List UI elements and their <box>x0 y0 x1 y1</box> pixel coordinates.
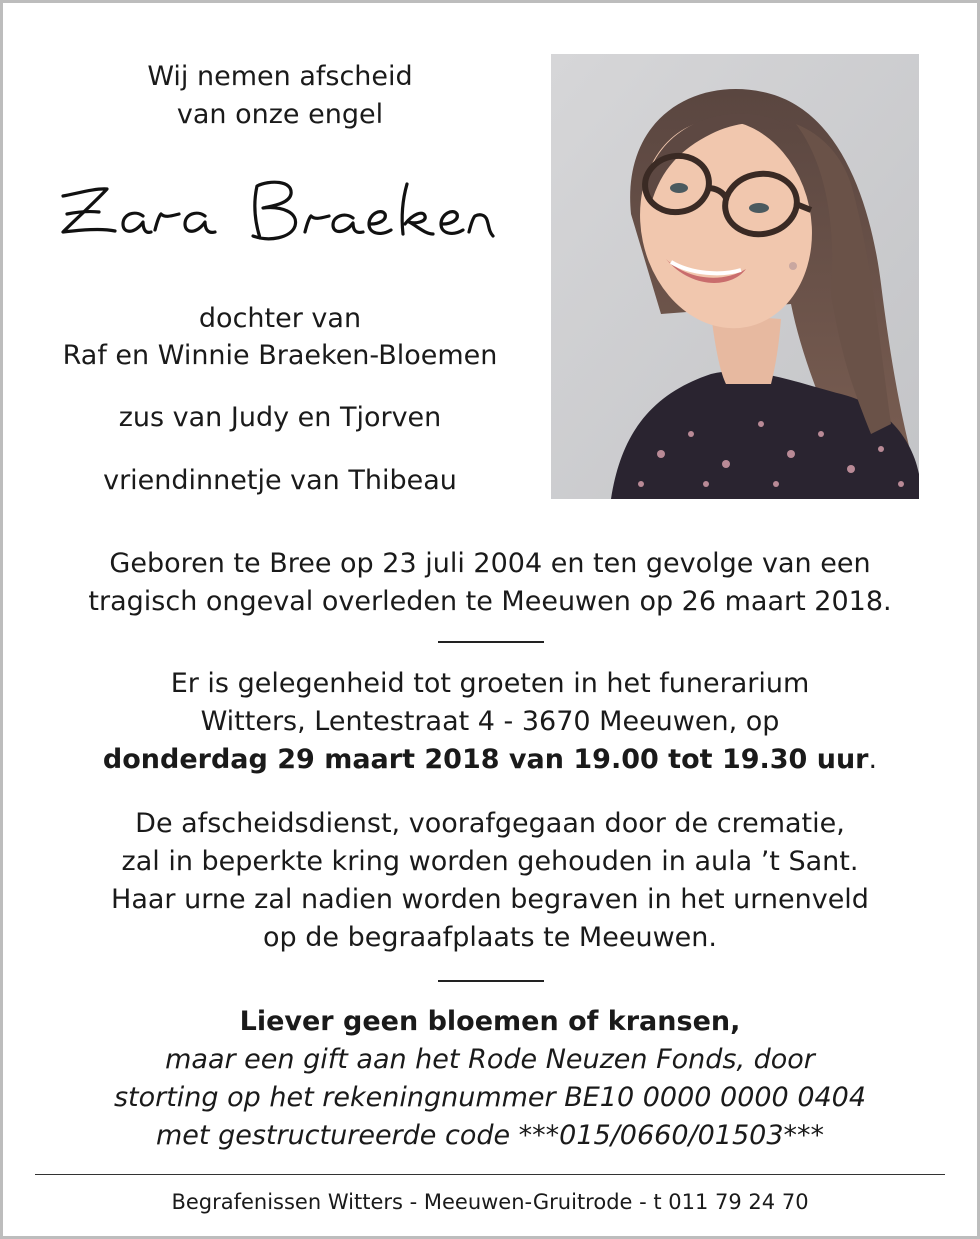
deceased-name-signature <box>55 158 515 258</box>
intro-line-2: van onze engel <box>176 99 384 130</box>
donation-text <box>30 1003 950 1155</box>
portrait-illustration <box>551 54 919 499</box>
birth-death-text <box>30 545 950 621</box>
intro-line-1: Wij nemen afscheid <box>147 61 413 92</box>
visitation-line-2: Witters, Lentestraat 4 - 3670 Meeuwen, op <box>200 706 780 737</box>
portrait-photo <box>551 54 919 499</box>
visitation-date: donderdag 29 maart 2018 van 19.00 tot 19.30 uur <box>102 744 869 775</box>
visitation-line-1: Er is gelegenheid tot groeten in het funerarium <box>170 668 810 699</box>
visitation-date-end: . <box>868 744 878 775</box>
service-line-3: Haar urne zal nadien worden begraven in het urnenveld <box>111 884 869 915</box>
siblings-line: zus van Judy en Tjorven <box>118 402 442 433</box>
donation-line-1: maar een gift aan het Rode Neuzen Fonds, door <box>165 1044 815 1075</box>
divider-1 <box>438 641 544 643</box>
signature-graphic <box>55 158 515 258</box>
intro-text <box>30 58 530 134</box>
visitation-date-line <box>30 741 950 779</box>
visitation-text <box>30 665 950 779</box>
service-line-1: De afscheidsdienst, voorafgegaan door de crematie, <box>135 808 845 839</box>
parents-names: Raf en Winnie Braeken-Bloemen <box>62 340 498 371</box>
footer-text: Begrafenissen Witters - Meeuwen-Gruitrode - t 011 79 24 70 <box>171 1190 809 1214</box>
birth-death-line-2: tragisch ongeval overleden te Meeuwen op 26 maart 2018. <box>88 586 892 617</box>
service-line-4: op de begraafplaats te Meeuwen. <box>263 922 717 953</box>
donation-line-3: met gestructureerde code ***015/0660/01503*** <box>155 1120 825 1151</box>
birth-death-line-1: Geboren te Bree op 23 juli 2004 en ten gevolge van een <box>109 548 871 579</box>
service-text <box>30 805 950 957</box>
daughter-of-label: dochter van <box>198 303 362 334</box>
donation-heading: Liever geen bloemen of kransen, <box>239 1006 741 1037</box>
service-line-2: zal in beperkte kring worden gehouden in aula ’t Sant. <box>121 846 859 877</box>
partner-line: vriendinnetje van Thibeau <box>103 465 457 496</box>
donation-line-2: storting op het rekeningnummer BE10 0000 0000 0404 <box>113 1082 867 1113</box>
divider-2 <box>438 980 544 982</box>
footer-divider <box>35 1174 945 1175</box>
